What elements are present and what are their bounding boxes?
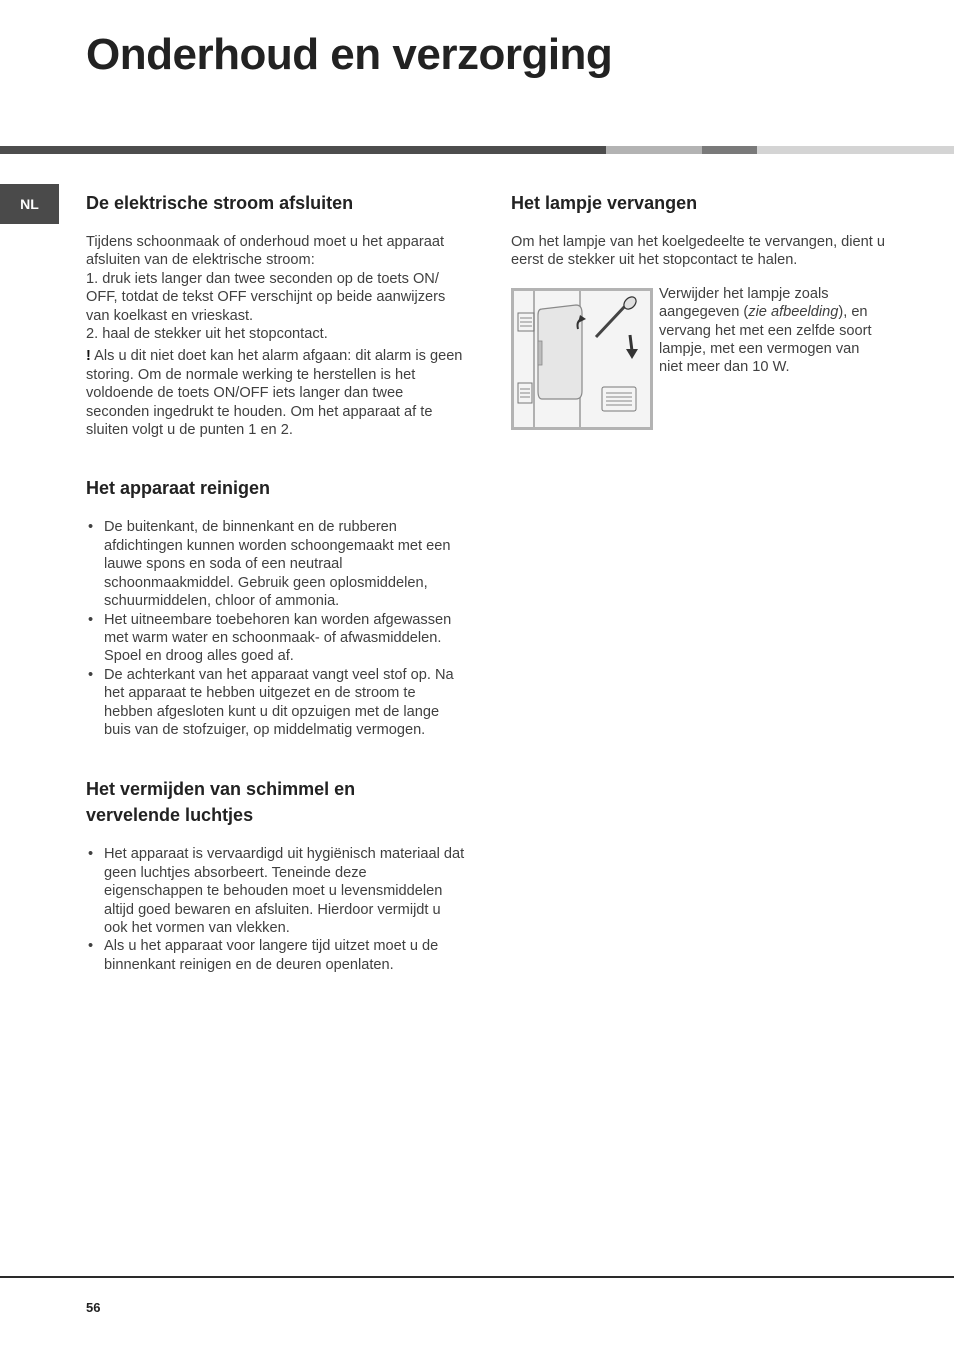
lampje-heading: Het lampje vervangen (511, 193, 698, 213)
lamp-replacement-illustration (511, 288, 653, 430)
header-bar-mid (606, 146, 702, 154)
language-tab: NL (0, 184, 59, 224)
stroom-intro: Tijdens schoonmaak of onderhoud moet u het apparaat afsluiten van de elektrische stroom: (86, 234, 445, 269)
stroom-step-1: 1. druk iets langer dan twee seconden op de toets ON/ OFF, totdat de tekst OFF verschijnt op beide aanwijzers van koelkast en vrieskast. (86, 270, 446, 324)
stroom-step-2: 2. haal de stekker uit het stopcontact. (86, 326, 328, 343)
page-number: 56 (86, 1300, 101, 1315)
stroom-body (86, 233, 466, 439)
header-bar-mid2 (702, 146, 757, 154)
left-column (86, 190, 466, 974)
fig-text-part-1: Verwijder het lampje zoals aangegeven ( (659, 285, 829, 321)
reinigen-list (86, 518, 466, 739)
page-title: Onderhoud en verzorging (86, 30, 613, 79)
list-item: • Als u het apparaat voor langere tijd uitzet moet u de binnenkant reinigen en de deuren openlaten. (86, 937, 466, 974)
list-item: • De achterkant van het apparaat vangt veel stof op. Na het apparaat te hebben uitgezet en de stroom te hebben afgesloten kunt u dit opzuigen met de lange buis van de stofzuiger, op middelmatig vermogen. (86, 666, 466, 740)
fig-text-italic: zie afbeelding (748, 304, 839, 321)
reinigen-heading: Het apparaat reinigen (86, 478, 271, 499)
lampje-figure-text (659, 285, 884, 430)
list-item: • De buitenkant, de binnenkant en de rubberen afdichtingen kunnen worden schoongemaakt met een lauwe spons en soda of een neutraal schoonmaakmiddel. Gebruik geen oplosmiddelen, schuurmiddelen, chloor of ammonia. (86, 518, 466, 610)
fig-text-part-2: ), en vervang het met een zelfde soort lampje, met een vermogen van niet meer dan 10 W. (659, 304, 872, 376)
lampje-figure-block (511, 285, 891, 430)
schimmel-list (86, 845, 466, 974)
lampje-intro: Om het lampje van het koelgedeelte te vervangen, dient u eerst de stekker uit het stopcontact te halen. (511, 234, 886, 269)
schimmel-heading: Het vermijden van schimmel en vervelende luchtjes (86, 779, 356, 826)
list-item: • Het apparaat is vervaardigd uit hygiënisch materiaal dat geen luchtjes absorbeert. Teneinde deze eigenschappen te behouden moet u levensmiddelen altijd goed bewaren en afsluiten. Hierdoor vermijdt u ook het vormen van vlekken. (86, 845, 466, 937)
stroom-warning (86, 347, 466, 439)
fridge-lamp-icon (514, 291, 650, 427)
warning-mark: ! (86, 348, 91, 365)
list-item: • Het uitneembare toebehoren kan worden afgewassen met warm water en schoonmaak- of afwasmiddelen. Spoel en droog alles goed af. (86, 611, 466, 666)
warning-text: Als u dit niet doet kan het alarm afgaan: dit alarm is geen storing. Om de normale werking te herstellen is het voldoende de toets ON/OFF iets langer dan twee seconden ingedrukt te houden. Om het apparaat af te sluiten volgt u de punten 1 en 2. (86, 348, 463, 439)
footer-divider (0, 1276, 954, 1278)
header-bar-dark (0, 146, 606, 154)
stroom-heading: De elektrische stroom afsluiten (86, 193, 354, 213)
header-bar-light (757, 146, 954, 154)
right-column (511, 190, 891, 430)
